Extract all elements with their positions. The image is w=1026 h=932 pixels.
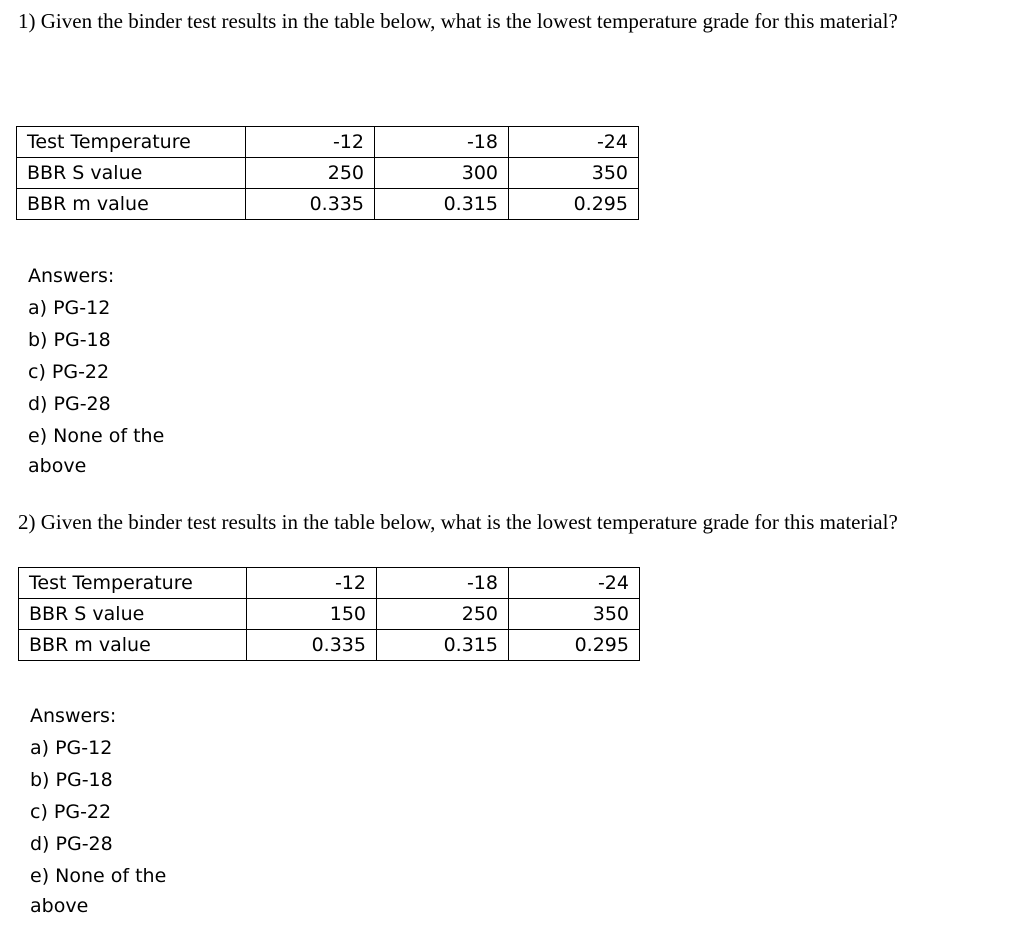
question-2-results-table: [18, 567, 640, 661]
answer-option-b: b) PG-18: [28, 329, 111, 351]
table-cell: 350: [509, 158, 639, 189]
question-1-answers: [28, 260, 198, 480]
row-label: Test Temperature: [17, 127, 246, 158]
table-cell: -18: [375, 127, 509, 158]
row-label: BBR S value: [19, 599, 247, 630]
table-cell: 350: [509, 599, 640, 630]
row-label: Test Temperature: [19, 568, 247, 599]
table-cell: -18: [377, 568, 509, 599]
table-cell: 0.315: [375, 189, 509, 220]
answers-heading: Answers:: [28, 265, 115, 287]
table-row: [19, 568, 640, 599]
table-row: [19, 630, 640, 661]
question-2-text: 2) Given the binder test results in the table below, what is the lowest temperature grade for this material?: [18, 510, 898, 534]
table-cell: 0.335: [247, 630, 377, 661]
table-cell: 250: [246, 158, 375, 189]
question-1-text: 1) Given the binder test results in the table below, what is the lowest temperature grade for this material?: [18, 9, 898, 33]
table-row: [19, 599, 640, 630]
table-cell: -12: [247, 568, 377, 599]
table-cell: 300: [375, 158, 509, 189]
answer-option-e-line-2: above: [30, 895, 89, 917]
answer-option-c: c) PG-22: [28, 361, 110, 383]
row-label: BBR m value: [17, 189, 246, 220]
answers-heading: Answers:: [30, 705, 117, 727]
table-cell: 0.295: [509, 189, 639, 220]
answer-option-e-line-1: e) None of the: [28, 425, 165, 447]
answer-option-d: d) PG-28: [28, 393, 111, 415]
answer-option-b: b) PG-18: [30, 769, 113, 791]
answer-option-c: c) PG-22: [30, 801, 112, 823]
question-2-answers: [30, 700, 200, 920]
answer-option-d: d) PG-28: [30, 833, 113, 855]
table-row: [17, 189, 639, 220]
table-cell: -24: [509, 127, 639, 158]
table-cell: 0.335: [246, 189, 375, 220]
row-label: BBR m value: [19, 630, 247, 661]
answer-option-e-line-1: e) None of the: [30, 865, 167, 887]
table-cell: 150: [247, 599, 377, 630]
table-row: [17, 158, 639, 189]
table-cell: 0.315: [377, 630, 509, 661]
table-cell: 250: [377, 599, 509, 630]
table-row: [17, 127, 639, 158]
table-cell: -12: [246, 127, 375, 158]
question-1-results-table: [16, 126, 639, 220]
answer-option-a: a) PG-12: [28, 297, 111, 319]
answer-option-e-line-2: above: [28, 455, 87, 477]
table-cell: 0.295: [509, 630, 640, 661]
answer-option-a: a) PG-12: [30, 737, 113, 759]
table-cell: -24: [509, 568, 640, 599]
row-label: BBR S value: [17, 158, 246, 189]
